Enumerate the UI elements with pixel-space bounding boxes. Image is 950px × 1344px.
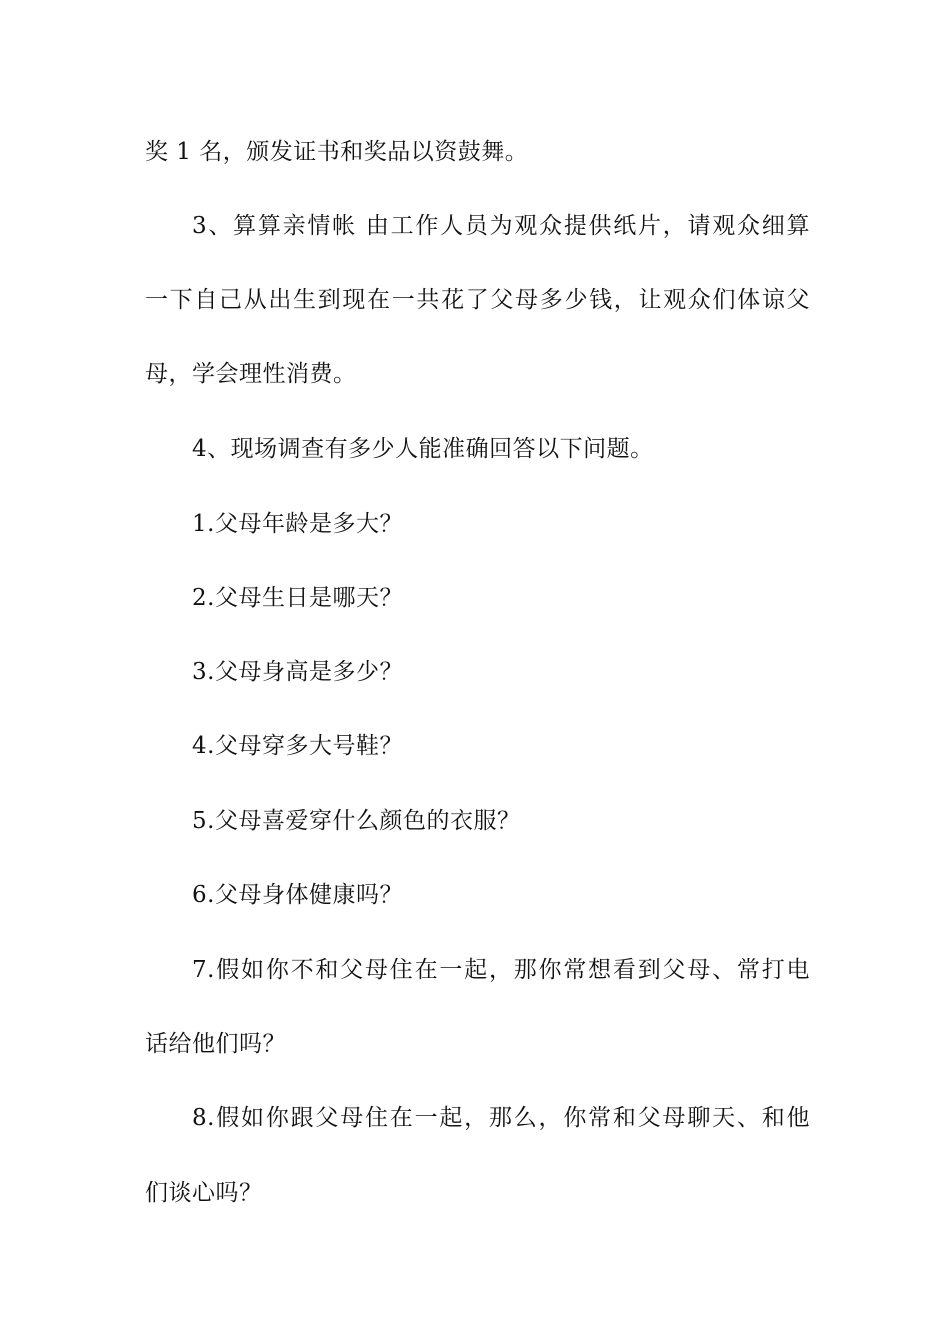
question-7: 7.假如你不和父母住在一起，那你常想看到父母、常打电 — [192, 957, 810, 983]
question-7-cont: 话给他们吗？ — [145, 1031, 286, 1057]
text-line-item-4: 4、现场调查有多少人能准确回答以下问题。 — [192, 436, 654, 462]
text-line-item-3-cont: 一下自己从出生到现在一共花了父母多少钱，让观众们体谅父 — [145, 287, 810, 313]
text-line-item-3-end: 母，学会理性消费。 — [145, 361, 357, 387]
text-line-award: 奖 1 名，颁发证书和奖品以资鼓舞。 — [145, 139, 529, 165]
question-6: 6.父母身体健康吗？ — [192, 882, 403, 908]
text-line-item-3: 3、算算亲情帐 由工作人员为观众提供纸片，请观众细算 — [192, 213, 810, 239]
question-8-cont: 们谈心吗？ — [145, 1180, 263, 1206]
question-2: 2.父母生日是哪天？ — [192, 585, 403, 611]
question-4: 4.父母穿多大号鞋？ — [192, 733, 403, 759]
question-5: 5.父母喜爱穿什么颜色的衣服？ — [192, 808, 521, 834]
question-8: 8.假如你跟父母住在一起，那么，你常和父母聊天、和他 — [192, 1105, 810, 1131]
question-3: 3.父母身高是多少？ — [192, 659, 403, 685]
question-1: 1.父母年龄是多大？ — [192, 511, 403, 537]
